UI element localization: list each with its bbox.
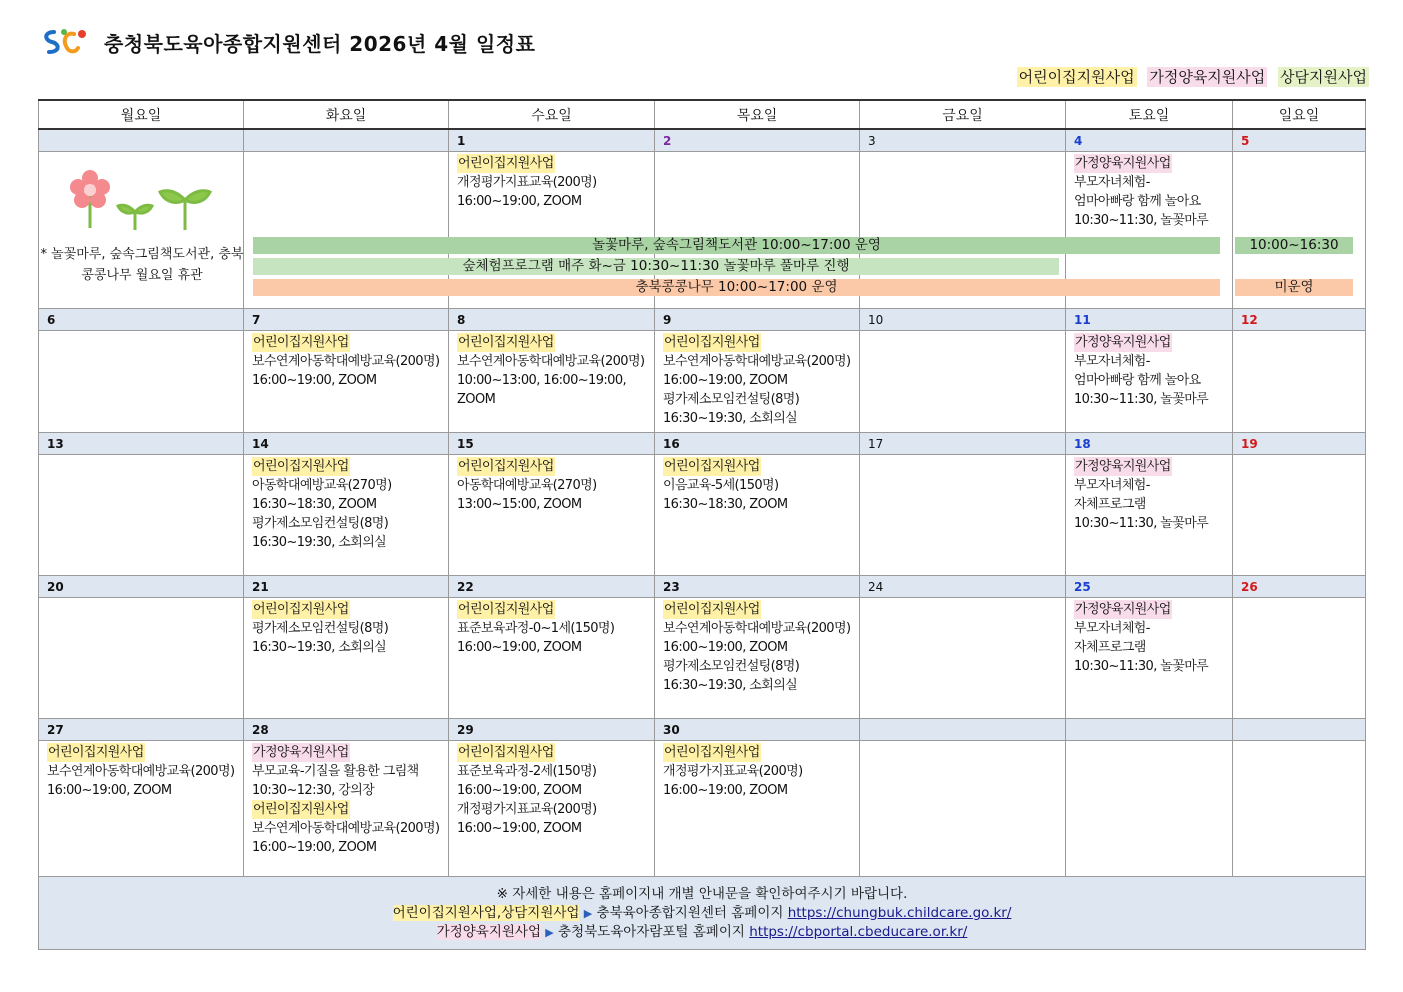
event-line: 13:00~15:00, ZOOM bbox=[457, 497, 582, 512]
date-cell: 26 bbox=[1233, 576, 1366, 598]
event-line: 평가제소모임컨설팅(8명) bbox=[252, 516, 389, 531]
flower-illustration bbox=[60, 168, 212, 234]
day-cell bbox=[655, 741, 860, 877]
date-cell: 22 bbox=[449, 576, 655, 598]
event-line: 보수연계아동학대예방교육(200명) bbox=[663, 354, 851, 369]
event-tag: 어린이집지원사업 bbox=[458, 335, 554, 350]
week-row bbox=[39, 455, 1366, 576]
date-cell: 7 bbox=[244, 309, 449, 331]
event-line: 16:30~19:30, 소회의실 bbox=[663, 678, 798, 693]
day-cell bbox=[1233, 741, 1366, 877]
event-tag: 어린이집지원사업 bbox=[48, 745, 144, 760]
event-line: 아동학대예방교육(270명) bbox=[252, 478, 392, 493]
arrow-right-icon: ▶ bbox=[583, 907, 593, 920]
event-line: 16:00~19:00, ZOOM bbox=[252, 840, 377, 855]
footer-tag: 어린이집지원사업,상담지원사업 bbox=[392, 905, 580, 921]
page-title: 충청북도육아종합지원센터 2026년 4월 일정표 bbox=[104, 32, 536, 56]
day-cell bbox=[244, 598, 449, 719]
day-cell bbox=[860, 331, 1066, 433]
event-line: 보수연계아동학대예방교육(200명) bbox=[457, 354, 645, 369]
event-line: 16:00~19:00, ZOOM bbox=[663, 640, 788, 655]
date-cell: 6 bbox=[39, 309, 244, 331]
event-line: 아동학대예방교육(270명) bbox=[457, 478, 597, 493]
portal-link[interactable]: https://cbportal.cbeducare.or.kr/ bbox=[749, 924, 968, 940]
event-line: 10:00~13:00, 16:00~19:00, bbox=[457, 373, 627, 388]
legend-counsel: 상담지원사업 bbox=[1280, 68, 1367, 86]
date-cell: 5 bbox=[1233, 129, 1366, 152]
date-cell: 13 bbox=[39, 433, 244, 455]
event-line: 16:30~18:30, ZOOM bbox=[663, 497, 788, 512]
event-tag: 가정양육지원사업 bbox=[1075, 156, 1171, 171]
event-line: 16:00~19:00, ZOOM bbox=[457, 821, 582, 836]
day-cell bbox=[860, 741, 1066, 877]
event-line: 16:30~19:30, 소회의실 bbox=[252, 535, 387, 550]
library-sunday-hours-bar: 10:00~16:30 bbox=[1235, 237, 1353, 254]
event-line: 16:00~19:00, ZOOM bbox=[663, 373, 788, 388]
event-line: 부모자녀체험- bbox=[1074, 175, 1150, 190]
event-tag: 어린이집지원사업 bbox=[458, 156, 554, 171]
day-cell bbox=[1233, 455, 1366, 576]
event-line: ZOOM bbox=[457, 392, 496, 407]
event-line: 부모자녀체험- bbox=[1074, 478, 1150, 493]
event-line: 자체프로그램 bbox=[1074, 640, 1146, 655]
date-cell: 17 bbox=[860, 433, 1066, 455]
day-cell bbox=[449, 741, 655, 877]
event-line: 10:30~11:30, 놀꽃마루 bbox=[1074, 213, 1209, 228]
day-cell bbox=[1233, 331, 1366, 433]
event-line: 부모교육-기질을 활용한 그림책 bbox=[252, 764, 419, 779]
event-tag: 어린이집지원사업 bbox=[253, 602, 349, 617]
event-line: 10:30~12:30, 강의장 bbox=[252, 783, 375, 798]
weekday-thu: 목요일 bbox=[655, 100, 860, 129]
day-cell bbox=[244, 741, 449, 877]
event-tag: 어린이집지원사업 bbox=[253, 802, 349, 817]
day-cell bbox=[655, 331, 860, 433]
day-cell bbox=[449, 598, 655, 719]
event-line: 16:00~19:00, ZOOM bbox=[457, 194, 582, 209]
closed-note: * 놀꽃마루, 숲속그림책도서관, 충북콩콩나무 월요일 휴관 bbox=[40, 247, 244, 283]
event-line: 엄마아빠랑 함께 놀아요 bbox=[1074, 194, 1201, 209]
event-line: 16:30~19:30, 소회의실 bbox=[252, 640, 387, 655]
day-cell bbox=[1066, 598, 1233, 719]
calendar bbox=[38, 99, 1365, 952]
event-line: 표준보육과정-2세(150명) bbox=[457, 764, 597, 779]
date-cell: 30 bbox=[655, 719, 860, 741]
event-line: 16:30~18:30, ZOOM bbox=[252, 497, 377, 512]
weekday-sat: 토요일 bbox=[1066, 100, 1233, 129]
footer-row bbox=[39, 877, 1366, 950]
week-row bbox=[39, 741, 1366, 877]
weekday-sun: 일요일 bbox=[1233, 100, 1366, 129]
event-line: 보수연계아동학대예방교육(200명) bbox=[47, 764, 235, 779]
event-line: 평가제소모임컨설팅(8명) bbox=[663, 659, 800, 674]
date-cell bbox=[1066, 719, 1233, 741]
date-cell bbox=[860, 719, 1066, 741]
footer-notice: ※ 자세한 내용은 홈페이지내 개별 안내문을 확인하여주시기 바랍니다. bbox=[496, 886, 908, 902]
day-cell bbox=[39, 598, 244, 719]
event-line: 보수연계아동학대예방교육(200명) bbox=[663, 621, 851, 636]
date-cell: 4 bbox=[1066, 129, 1233, 152]
weekday-wed: 수요일 bbox=[449, 100, 655, 129]
event-tag: 어린이집지원사업 bbox=[664, 745, 760, 760]
date-cell: 16 bbox=[655, 433, 860, 455]
date-cell: 23 bbox=[655, 576, 860, 598]
date-cell: 2 bbox=[655, 129, 860, 152]
day-cell bbox=[39, 741, 244, 877]
date-row bbox=[39, 719, 1366, 741]
footer-cell bbox=[39, 877, 1366, 950]
day-cell bbox=[39, 455, 244, 576]
day-cell bbox=[244, 455, 449, 576]
date-cell: 10 bbox=[860, 309, 1066, 331]
day-cell bbox=[655, 598, 860, 719]
event-tag: 어린이집지원사업 bbox=[664, 459, 760, 474]
date-cell: 1 bbox=[449, 129, 655, 152]
event-line: 10:30~11:30, 놀꽃마루 bbox=[1074, 659, 1209, 674]
day-cell bbox=[860, 455, 1066, 576]
legend-daycare: 어린이집지원사업 bbox=[1018, 68, 1135, 86]
event-line: 개정평가지표교육(200명) bbox=[457, 175, 597, 190]
date-cell: 27 bbox=[39, 719, 244, 741]
legend-home: 가정양육지원사업 bbox=[1149, 68, 1266, 86]
date-cell: 15 bbox=[449, 433, 655, 455]
event-tag: 어린이집지원사업 bbox=[458, 459, 554, 474]
weekday-header bbox=[39, 100, 1366, 129]
center-logo bbox=[40, 26, 90, 58]
week-row bbox=[39, 598, 1366, 719]
date-cell: 8 bbox=[449, 309, 655, 331]
event-line: 10:30~11:30, 놀꽃마루 bbox=[1074, 392, 1209, 407]
event-line: 평가제소모임컨설팅(8명) bbox=[663, 392, 800, 407]
event-line: 10:30~11:30, 놀꽃마루 bbox=[1074, 516, 1209, 531]
date-cell bbox=[39, 129, 244, 152]
footer-tag: 가정양육지원사업 bbox=[436, 924, 541, 940]
date-cell: 12 bbox=[1233, 309, 1366, 331]
event-line: 16:30~19:30, 소회의실 bbox=[663, 411, 798, 426]
event-tag: 어린이집지원사업 bbox=[253, 459, 349, 474]
weekday-fri: 금요일 bbox=[860, 100, 1066, 129]
event-tag: 가정양육지원사업 bbox=[1075, 335, 1171, 350]
homepage-link[interactable]: https://chungbuk.childcare.go.kr/ bbox=[787, 905, 1012, 921]
event-tag: 어린이집지원사업 bbox=[253, 335, 349, 350]
event-line: 엄마아빠랑 함께 놀아요 bbox=[1074, 373, 1201, 388]
footer-text: 충북육아종합지원센터 홈페이지 bbox=[596, 905, 784, 921]
kongkong-sunday-bar: 미운영 bbox=[1235, 279, 1353, 296]
date-cell: 3 bbox=[860, 129, 1066, 152]
date-cell: 29 bbox=[449, 719, 655, 741]
event-line: 보수연계아동학대예방교육(200명) bbox=[252, 354, 440, 369]
day-cell bbox=[39, 331, 244, 433]
event-tag: 어린이집지원사업 bbox=[458, 745, 554, 760]
day-cell bbox=[449, 455, 655, 576]
day-cell bbox=[1233, 598, 1366, 719]
date-cell: 21 bbox=[244, 576, 449, 598]
event-line: 부모자녀체험- bbox=[1074, 621, 1150, 636]
date-row bbox=[39, 576, 1366, 598]
event-line: 이음교육-5세(150명) bbox=[663, 478, 779, 493]
day-cell bbox=[860, 598, 1066, 719]
footer-line-2 bbox=[39, 923, 1365, 942]
event-line: 자체프로그램 bbox=[1074, 497, 1146, 512]
day-cell bbox=[1066, 741, 1233, 877]
date-cell bbox=[244, 129, 449, 152]
footer-text: 충청북도육아자람포털 홈페이지 bbox=[558, 924, 745, 940]
event-line: 16:00~19:00, ZOOM bbox=[663, 783, 788, 798]
event-line: 개정평가지표교육(200명) bbox=[663, 764, 803, 779]
event-tag: 어린이집지원사업 bbox=[458, 602, 554, 617]
event-tag: 가정양육지원사업 bbox=[253, 745, 349, 760]
event-line: 보수연계아동학대예방교육(200명) bbox=[252, 821, 440, 836]
event-line: 16:00~19:00, ZOOM bbox=[457, 640, 582, 655]
date-cell: 28 bbox=[244, 719, 449, 741]
week-row bbox=[39, 331, 1366, 433]
date-cell: 19 bbox=[1233, 433, 1366, 455]
arrow-right-icon: ▶ bbox=[545, 926, 554, 939]
event-line: 16:00~19:00, ZOOM bbox=[252, 373, 377, 388]
event-tag: 가정양육지원사업 bbox=[1075, 602, 1171, 617]
date-cell: 25 bbox=[1066, 576, 1233, 598]
event-tag: 어린이집지원사업 bbox=[664, 335, 760, 350]
date-cell: 24 bbox=[860, 576, 1066, 598]
day-cell bbox=[1066, 455, 1233, 576]
event-line: 평가제소모임컨설팅(8명) bbox=[252, 621, 389, 636]
date-cell: 20 bbox=[39, 576, 244, 598]
event-line: 16:00~19:00, ZOOM bbox=[47, 783, 172, 798]
forest-program-bar: 숲체험프로그램 매주 화~금 10:30~11:30 놀꽃마루 풀마루 진행 bbox=[253, 258, 1059, 275]
date-cell: 11 bbox=[1066, 309, 1233, 331]
date-cell: 18 bbox=[1066, 433, 1233, 455]
day-cell bbox=[449, 331, 655, 433]
event-tag: 가정양육지원사업 bbox=[1075, 459, 1171, 474]
date-cell: 9 bbox=[655, 309, 860, 331]
event-line: 부모자녀체험- bbox=[1074, 354, 1150, 369]
kongkong-hours-bar: 충북콩콩나무 10:00~17:00 운영 bbox=[253, 279, 1220, 296]
date-cell: 14 bbox=[244, 433, 449, 455]
date-row bbox=[39, 433, 1366, 455]
event-line: 개정평가지표교육(200명) bbox=[457, 802, 597, 817]
weekday-tue: 화요일 bbox=[244, 100, 449, 129]
date-cell bbox=[1233, 719, 1366, 741]
event-line: 16:00~19:00, ZOOM bbox=[457, 783, 582, 798]
event-line: 표준보육과정-0~1세(150명) bbox=[457, 621, 615, 636]
date-row bbox=[39, 129, 1366, 152]
category-legend bbox=[1011, 66, 1369, 87]
date-row bbox=[39, 309, 1366, 331]
weekday-mon: 월요일 bbox=[39, 100, 244, 129]
library-hours-bar: 놀꽃마루, 숲속그림책도서관 10:00~17:00 운영 bbox=[253, 237, 1220, 254]
day-cell bbox=[244, 331, 449, 433]
event-tag: 어린이집지원사업 bbox=[664, 602, 760, 617]
day-cell bbox=[655, 455, 860, 576]
footer-line-1 bbox=[39, 904, 1365, 923]
day-cell bbox=[1066, 331, 1233, 433]
